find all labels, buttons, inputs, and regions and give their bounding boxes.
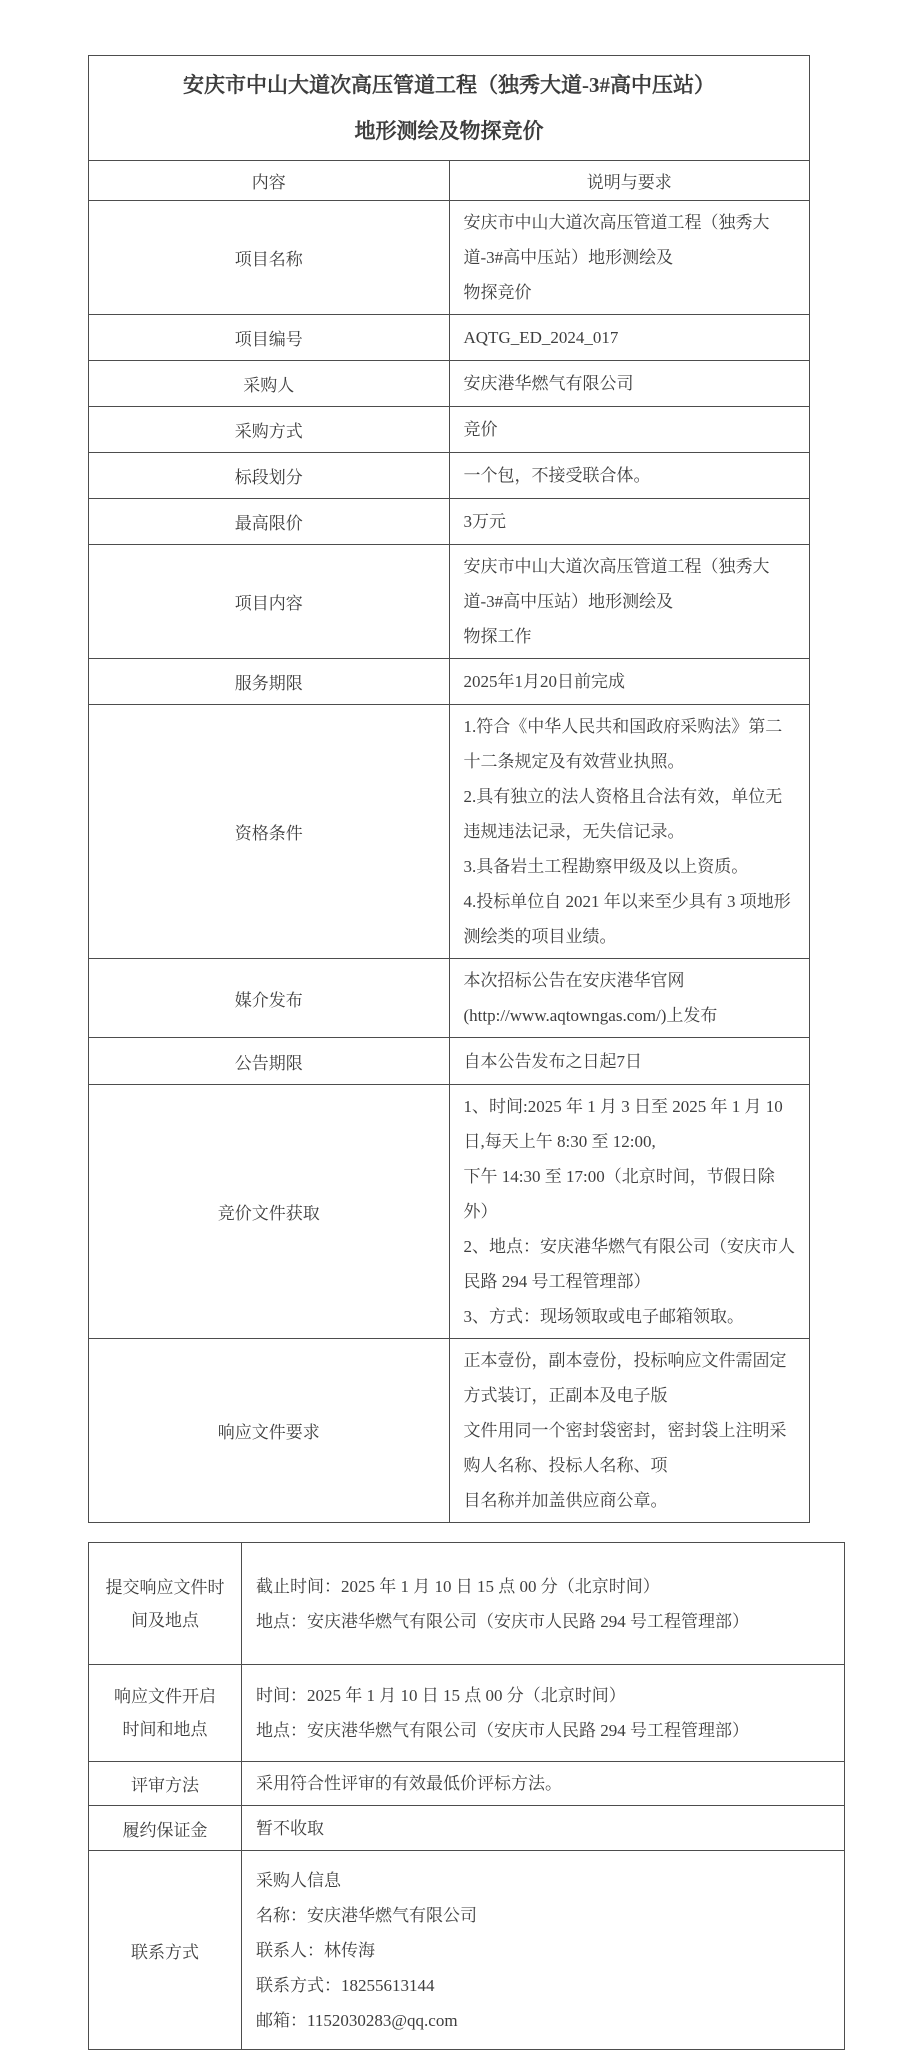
content-line: 名称：安庆港华燃气有限公司	[256, 1905, 477, 1925]
label-line: 响应文件开启	[114, 1687, 216, 1706]
content-line: 4.投标单位自 2021 年以来至少具有 3 项地形测绘类的项目业绩。	[463, 892, 791, 946]
row-label: 项目名称	[89, 201, 450, 315]
row-content	[449, 499, 810, 545]
row-media-release	[89, 959, 810, 1038]
content-line: 本次招标公告在安庆港华官网(http://www.aqtowngas.com/)上发布	[463, 971, 718, 1025]
document-page	[0, 55, 900, 2030]
row-content	[449, 1339, 810, 1523]
row-content	[242, 1543, 845, 1665]
row-content	[449, 1038, 810, 1085]
content-line: 2025年1月20日前完成	[463, 672, 625, 691]
content-line: 下午 14:30 至 17:00（北京时间，节假日除外）	[463, 1167, 775, 1221]
content-line: 1、时间:2025 年 1 月 3 日至 2025 年 1 月 10 日,每天上午 8:30 至 12:00,	[463, 1097, 783, 1151]
column-header-description: 说明与要求	[449, 161, 810, 201]
row-submission-time-place	[89, 1543, 845, 1665]
row-bid-document-acquisition	[89, 1085, 810, 1339]
row-label: 履约保证金	[89, 1806, 242, 1851]
header-row	[89, 161, 810, 201]
content-line: 暂不收取	[256, 1818, 324, 1838]
row-content	[449, 201, 810, 315]
row-content	[242, 1806, 845, 1851]
content-line: 3、方式：现场领取或电子邮箱领取。	[463, 1307, 744, 1326]
content-line: 安庆市中山大道次高压管道工程（独秀大道-3#高中压站）地形测绘及	[463, 213, 770, 267]
content-line: 物探竞价	[463, 283, 532, 302]
row-qualification-conditions	[89, 705, 810, 959]
content-line: 截止时间：2025 年 1 月 10 日 15 点 00 分（北京时间）	[256, 1576, 660, 1596]
content-line: 正本壹份，副本壹份，投标响应文件需固定方式装订，正副本及电子版	[463, 1351, 787, 1405]
title-row	[89, 56, 810, 161]
row-label	[89, 1665, 242, 1762]
row-content	[449, 705, 810, 959]
row-content	[449, 545, 810, 659]
content-line: 文件用同一个密封袋密封，密封袋上注明采购人名称、投标人名称、项	[463, 1421, 787, 1475]
row-label: 项目内容	[89, 545, 450, 659]
row-label	[89, 1543, 242, 1665]
content-line: 3万元	[463, 512, 506, 531]
row-max-price	[89, 499, 810, 545]
row-contact-info	[89, 1851, 845, 2050]
row-content	[449, 1085, 810, 1339]
row-label: 联系方式	[89, 1851, 242, 2050]
content-line: 联系方式：18255613144	[256, 1975, 435, 1995]
content-line: 采用符合性评审的有效最低价评标方法。	[256, 1774, 562, 1793]
row-opening-time-place	[89, 1665, 845, 1762]
row-label: 项目编号	[89, 315, 450, 361]
row-announcement-period	[89, 1038, 810, 1085]
row-label: 媒介发布	[89, 959, 450, 1038]
row-content	[449, 361, 810, 407]
label-line: 提交响应文件时	[105, 1577, 225, 1597]
content-line: 物探工作	[463, 627, 532, 646]
document-title	[89, 56, 810, 161]
column-header-content: 内容	[89, 161, 450, 201]
row-content	[449, 315, 810, 361]
row-content	[449, 959, 810, 1038]
label-line: 时间和地点	[122, 1720, 208, 1739]
row-label: 服务期限	[89, 659, 450, 705]
content-line: 联系人：林传海	[256, 1940, 375, 1960]
content-line: 安庆市中山大道次高压管道工程（独秀大道-3#高中压站）地形测绘及	[463, 557, 770, 611]
row-response-document-requirements	[89, 1339, 810, 1523]
row-content	[449, 659, 810, 705]
row-evaluation-method	[89, 1762, 845, 1806]
row-label: 响应文件要求	[89, 1339, 450, 1523]
submission-info-table	[88, 1542, 845, 2050]
content-line: 时间：2025 年 1 月 10 日 15 点 00 分（北京时间）	[256, 1686, 626, 1705]
row-performance-bond	[89, 1806, 845, 1851]
row-lot-division	[89, 453, 810, 499]
row-label: 评审方法	[89, 1762, 242, 1806]
row-project-name	[89, 201, 810, 315]
title-line-1: 安庆市中山大道次高压管道工程（独秀大道-3#高中压站）	[183, 73, 715, 97]
content-line: 一个包，不接受联合体。	[463, 466, 651, 485]
content-line: 地点：安庆港华燃气有限公司（安庆市人民路 294 号工程管理部）	[256, 1611, 749, 1631]
content-line: 邮箱：1152030283@qq.com	[256, 2010, 458, 2030]
row-project-content	[89, 545, 810, 659]
row-label: 资格条件	[89, 705, 450, 959]
row-content	[242, 1762, 845, 1806]
content-line: 地点：安庆港华燃气有限公司（安庆市人民路 294 号工程管理部）	[256, 1721, 749, 1740]
row-purchaser	[89, 361, 810, 407]
row-label: 标段划分	[89, 453, 450, 499]
row-label: 采购人	[89, 361, 450, 407]
row-content	[449, 407, 810, 453]
label-line: 间及地点	[131, 1610, 199, 1630]
row-label: 采购方式	[89, 407, 450, 453]
row-content	[242, 1665, 845, 1762]
content-line: 安庆港华燃气有限公司	[463, 374, 634, 393]
title-line-2: 地形测绘及物探竞价	[354, 119, 544, 143]
content-line: 竞价	[463, 420, 498, 439]
bid-announcement-table	[88, 55, 810, 1523]
content-line: 2.具有独立的法人资格且合法有效，单位无违规违法记录，无失信记录。	[463, 787, 783, 841]
row-content	[449, 453, 810, 499]
content-line: AQTG_ED_2024_017	[463, 328, 619, 347]
content-line: 2、地点：安庆港华燃气有限公司（安庆市人民路 294 号工程管理部）	[463, 1237, 795, 1291]
content-line: 目名称并加盖供应商公章。	[463, 1491, 668, 1510]
content-line: 1.符合《中华人民共和国政府采购法》第二十二条规定及有效营业执照。	[463, 717, 783, 771]
row-service-period	[89, 659, 810, 705]
row-project-number	[89, 315, 810, 361]
row-label: 竞价文件获取	[89, 1085, 450, 1339]
content-line: 采购人信息	[256, 1870, 341, 1890]
content-line: 3.具备岩土工程勘察甲级及以上资质。	[463, 857, 749, 876]
row-content	[242, 1851, 845, 2050]
row-label: 公告期限	[89, 1038, 450, 1085]
row-procurement-method	[89, 407, 810, 453]
content-line: 自本公告发布之日起7日	[463, 1051, 642, 1071]
row-label: 最高限价	[89, 499, 450, 545]
